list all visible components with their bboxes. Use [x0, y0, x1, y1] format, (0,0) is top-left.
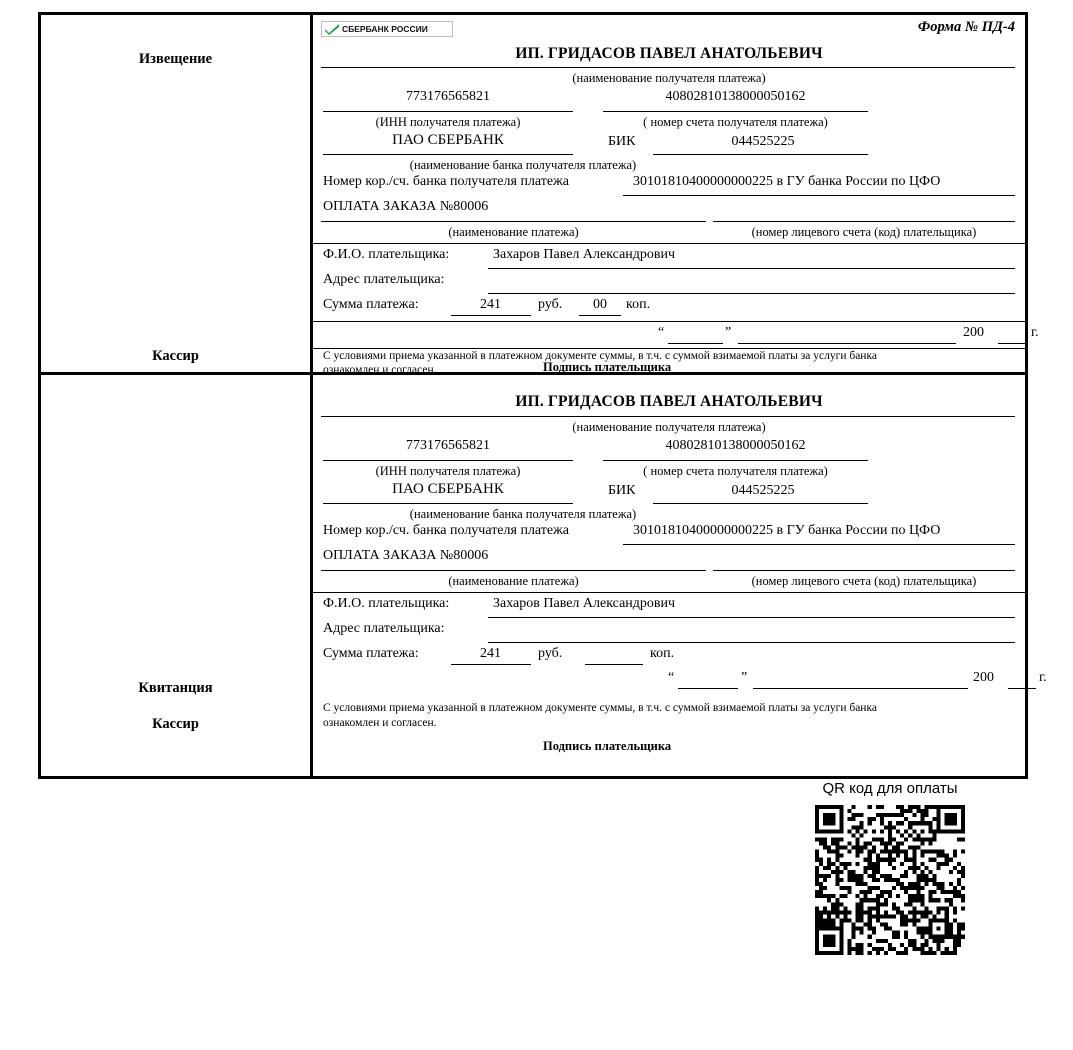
date-year-rule-bottom	[1008, 688, 1036, 689]
account-value-top: 40802810138000050162	[665, 89, 806, 104]
korsch-rule-bottom	[623, 544, 1015, 545]
inn-value-bottom: 773176565821	[406, 438, 490, 453]
kop-label-top: коп.	[626, 297, 651, 312]
personal-account-rule-top	[713, 221, 1015, 222]
account-value-bottom: 40802810138000050162	[665, 438, 806, 453]
korsch-value-bottom: 30101810400000000225 в ГУ банка России по ЦФО	[633, 523, 941, 538]
sberbank-logo	[321, 21, 453, 37]
sberbank-logo-text: СБЕРБАНК РОССИИ	[342, 24, 428, 34]
purpose-rule-bottom	[321, 570, 706, 571]
account-caption-bottom: ( номер счета получателя платежа)	[643, 464, 828, 478]
payee-name-top: ИП. ГРИДАСОВ ПАВЕЛ АНАТОЛЬЕВИЧ	[515, 45, 823, 62]
date-quote-close-bottom: ”	[741, 670, 748, 685]
qr-code-image	[815, 805, 965, 955]
sberbank-tick-icon	[324, 23, 340, 35]
inn-value-top: 773176565821	[406, 89, 490, 104]
date-year-suffix-top: г.	[1031, 325, 1039, 340]
purpose-rule-top	[321, 221, 706, 222]
sum-rule-top	[451, 315, 531, 316]
bank-rule-bottom	[323, 503, 573, 504]
date-month-rule-bottom	[753, 688, 968, 689]
sum-label-bottom: Сумма платежа:	[323, 646, 419, 661]
date-year-top: 200	[963, 325, 984, 340]
date-day-rule-top	[668, 343, 723, 344]
bik-value-bottom: 044525225	[731, 483, 795, 498]
inn-rule-bottom	[323, 460, 573, 461]
account-caption-top: ( номер счета получателя платежа)	[643, 115, 828, 129]
form-number: Форма № ПД-4	[917, 19, 1015, 35]
divider-bottom-1	[313, 592, 1025, 593]
divider-top-2	[313, 321, 1025, 322]
date-year-suffix-bottom: г.	[1039, 670, 1047, 685]
address-label-top: Адрес плательщика:	[323, 272, 445, 287]
payee-rule-bottom	[321, 416, 1015, 417]
inn-rule-top	[323, 111, 573, 112]
payee-caption-bottom: (наименование получателя платежа)	[572, 420, 766, 434]
bank-caption-top: (наименование банка получателя платежа)	[409, 158, 637, 172]
korsch-value-top: 30101810400000000225 в ГУ банка России по ЦФО	[633, 174, 941, 189]
payer-rule-bottom	[488, 617, 1015, 618]
korsch-label-bottom: Номер кор./сч. банка получателя платежа	[323, 523, 569, 538]
bank-caption-bottom: (наименование банка получателя платежа)	[409, 507, 637, 521]
notice-left-column	[41, 15, 313, 372]
sum-value-top: 241	[480, 297, 501, 312]
payer-label-top: Ф.И.О. плательщика:	[323, 247, 450, 262]
receipt-left-column	[41, 375, 313, 776]
notice-right-column	[313, 15, 1039, 376]
signature-caption-bottom: Подпись плательщика	[543, 739, 672, 753]
purpose-caption-bottom: (наименование платежа)	[448, 574, 579, 588]
date-year-bottom: 200	[973, 670, 994, 685]
rub-label-top: руб.	[538, 297, 563, 312]
date-month-rule-top	[738, 343, 956, 344]
bank-rule-top	[323, 154, 573, 155]
purpose-caption-top: (наименование платежа)	[448, 225, 579, 239]
account-rule-top	[603, 111, 868, 112]
sum-label-top: Сумма платежа:	[323, 297, 419, 312]
label-notice: Извещение	[138, 51, 213, 67]
korsch-label-top: Номер кор./сч. банка получателя платежа	[323, 174, 569, 189]
payer-name-bottom: Захаров Павел Александрович	[493, 596, 676, 611]
rub-label-bottom: руб.	[538, 646, 563, 661]
qr-title: QR код для оплаты	[822, 780, 958, 797]
bank-name-bottom: ПАО СБЕРБАНК	[392, 481, 504, 497]
korsch-rule-top	[623, 195, 1015, 196]
personal-account-rule-bottom	[713, 570, 1015, 571]
receipt-right-column	[313, 375, 1047, 776]
terms-line2-bottom: ознакомлен и согласен.	[323, 717, 437, 729]
terms-line1-bottom: С условиями приема указанной в платежном документе суммы, в т.ч. с суммой взимаемой платы за услуги банка	[323, 702, 877, 714]
kop-rule-bottom	[585, 664, 643, 665]
bik-rule-top	[653, 154, 868, 155]
inn-caption-bottom: (ИНН получателя платежа)	[375, 464, 521, 478]
label-cashier-top: Кассир	[152, 348, 199, 364]
signature-caption-top: Подпись плательщика	[543, 360, 672, 374]
terms-line1-top: С условиями приема указанной в платежном документе суммы, в т.ч. с суммой взимаемой платы за услуги банка	[323, 350, 877, 362]
address-rule-bottom	[488, 642, 1015, 643]
date-quote-open-bottom: “	[668, 670, 675, 685]
personal-account-caption-top: (номер лицевого счета (код) плательщика)	[751, 225, 977, 239]
qr-section	[760, 780, 1020, 960]
sum-value-bottom: 241	[480, 646, 501, 661]
divider-top-3	[313, 348, 1025, 349]
address-rule-top	[488, 293, 1015, 294]
inn-caption-top: (ИНН получателя платежа)	[375, 115, 521, 129]
date-quote-close-top: ”	[725, 325, 732, 340]
bik-label-bottom: БИК	[608, 483, 636, 498]
kop-value-top: 00	[593, 297, 607, 312]
bik-label-top: БИК	[608, 134, 636, 149]
purpose-value-top: ОПЛАТА ЗАКАЗА №80006	[323, 199, 489, 214]
sum-rule-bottom	[451, 664, 531, 665]
terms-line2-top: ознакомлен и согласен.	[323, 364, 437, 376]
payment-form	[38, 12, 1047, 779]
date-year-rule-top	[998, 343, 1028, 344]
payer-name-top: Захаров Павел Александрович	[493, 247, 676, 262]
kop-label-bottom: коп.	[650, 646, 675, 661]
date-day-rule-bottom	[678, 688, 738, 689]
label-cashier-bottom: Кассир	[152, 716, 199, 732]
divider-top-1	[313, 243, 1025, 244]
receipt-receipt	[41, 372, 1047, 776]
payer-rule-top	[488, 268, 1015, 269]
label-receipt: Квитанция	[138, 680, 213, 696]
date-quote-open-top: “	[658, 325, 665, 340]
purpose-value-bottom: ОПЛАТА ЗАКАЗА №80006	[323, 548, 489, 563]
address-label-bottom: Адрес плательщика:	[323, 621, 445, 636]
personal-account-caption-bottom: (номер лицевого счета (код) плательщика)	[751, 574, 977, 588]
payer-label-bottom: Ф.И.О. плательщика:	[323, 596, 450, 611]
payee-rule-top	[321, 67, 1015, 68]
kop-rule-top	[579, 315, 621, 316]
payee-caption-top: (наименование получателя платежа)	[572, 71, 766, 85]
bank-name-top: ПАО СБЕРБАНК	[392, 132, 504, 148]
account-rule-bottom	[603, 460, 868, 461]
notice-receipt	[41, 15, 1039, 376]
bik-value-top: 044525225	[731, 134, 795, 149]
bik-rule-bottom	[653, 503, 868, 504]
payee-name-bottom: ИП. ГРИДАСОВ ПАВЕЛ АНАТОЛЬЕВИЧ	[515, 393, 823, 410]
